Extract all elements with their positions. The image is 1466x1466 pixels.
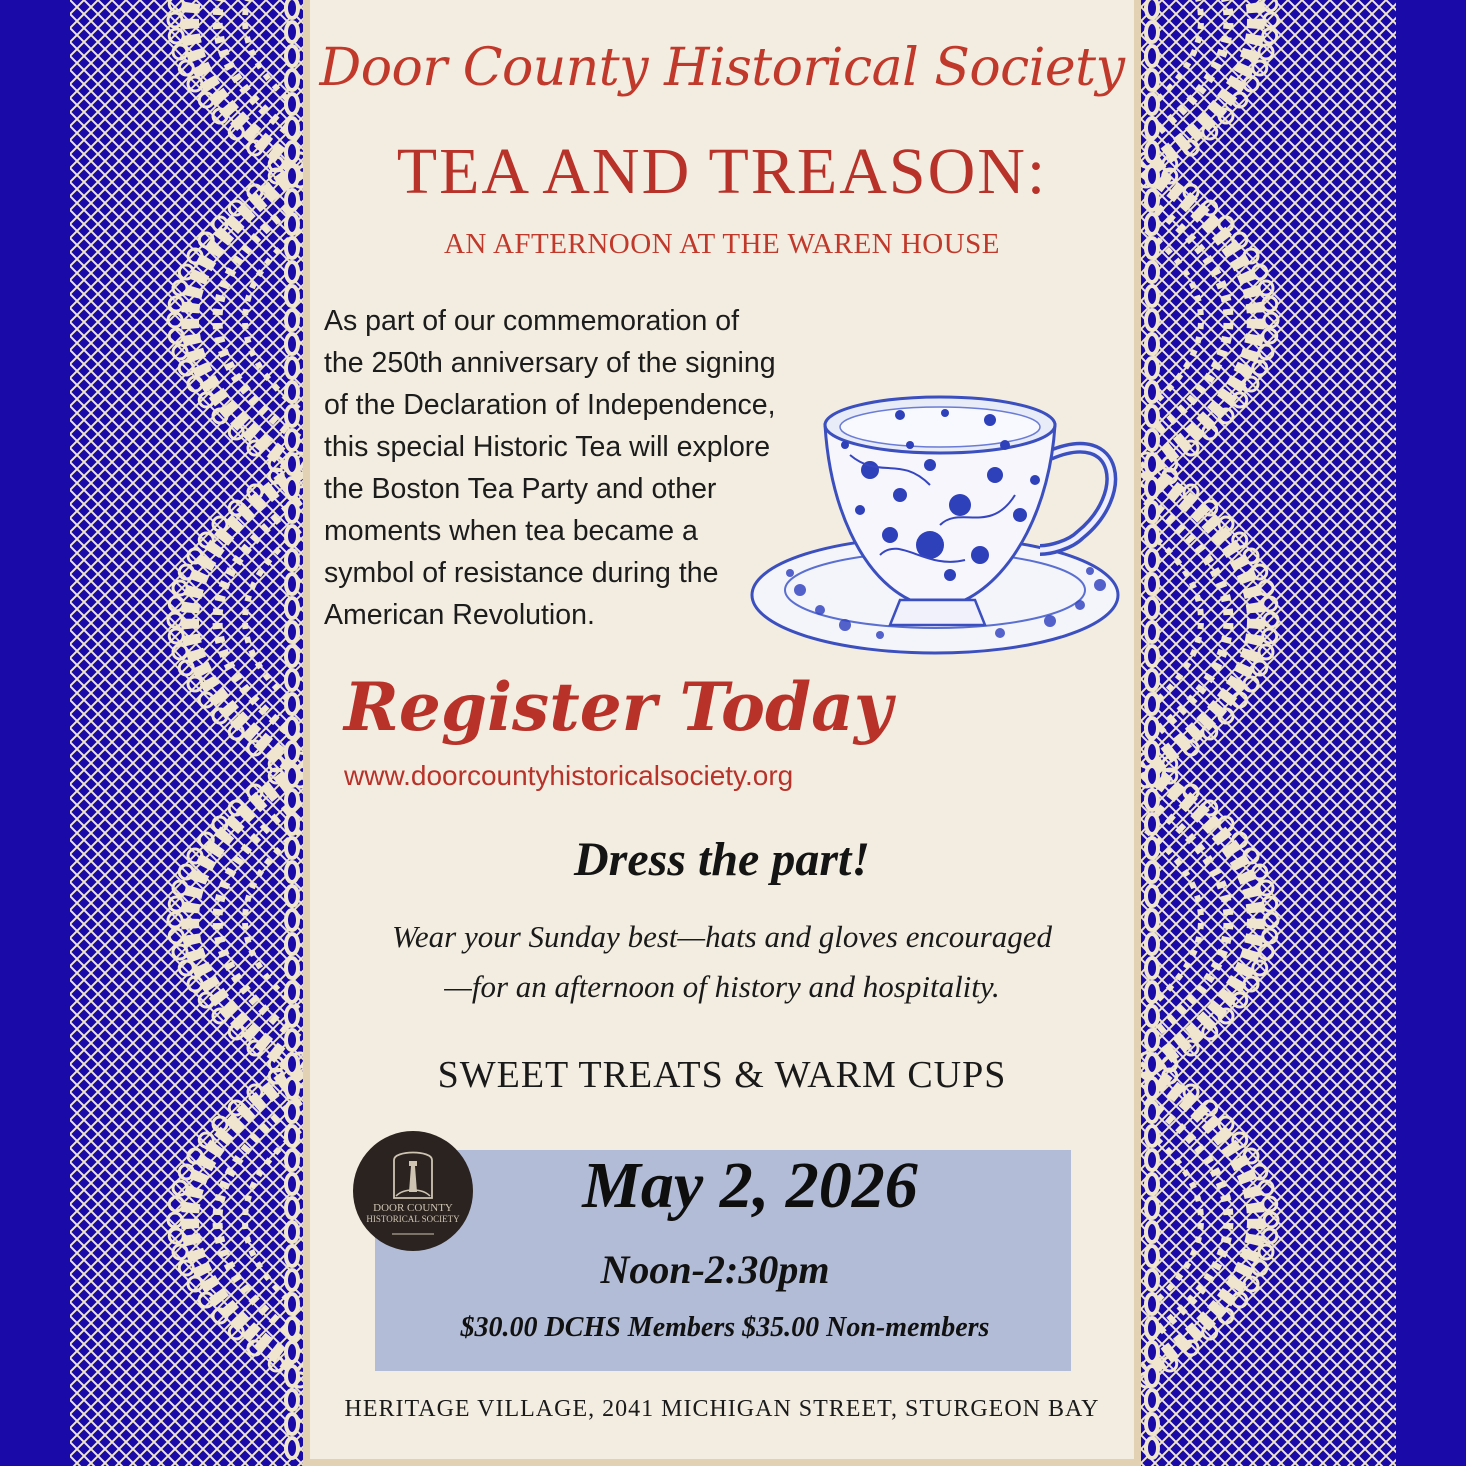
intro-line: American Revolution. <box>324 599 595 631</box>
logo-line-2: HISTORICAL SOCIETY <box>366 1214 460 1224</box>
content-card <box>303 0 1141 1466</box>
intro-line: moments when tea became a <box>324 515 698 547</box>
dress-line-1: Wear your Sunday best—hats and gloves encouraged <box>391 919 1053 954</box>
event-title: TEA AND TREASON: <box>396 135 1048 208</box>
event-date: May 2, 2026 <box>582 1149 918 1222</box>
event-time: Noon-2:30pm <box>600 1247 830 1292</box>
intro-line: symbol of resistance during the <box>324 557 719 589</box>
event-subtitle: AN AFTERNOON AT THE WAREN HOUSE <box>443 228 1001 260</box>
intro-line: of the Declaration of Independence, <box>324 389 776 421</box>
website-link[interactable]: www.doorcountyhistoricalsociety.org <box>344 760 794 791</box>
event-price: $30.00 DCHS Members $35.00 Non-members <box>460 1312 990 1343</box>
treats-line: SWEET TREATS & WARM CUPS <box>437 1054 1007 1096</box>
dress-description <box>310 912 1134 1012</box>
intro-line: the 250th anniversary of the signing <box>324 347 776 379</box>
intro-line: As part of our commemoration of <box>324 305 740 337</box>
teacup-illustration <box>750 385 1150 665</box>
logo-line-1: DOOR COUNTY <box>373 1202 453 1214</box>
organization-name: Door County Historical Society <box>319 38 1125 98</box>
dress-heading: Dress the part! <box>573 833 871 886</box>
society-logo <box>352 1130 474 1252</box>
venue-address: HERITAGE VILLAGE, 2041 MICHIGAN STREET, STURGEON BAY <box>344 1396 1100 1422</box>
register-heading: Register Today <box>344 668 893 746</box>
intro-line: the Boston Tea Party and other <box>324 473 717 505</box>
logo-text <box>352 1203 474 1225</box>
intro-line: this special Historic Tea will explore <box>324 431 771 463</box>
dress-line-2: —for an afternoon of history and hospitality. <box>444 969 1000 1004</box>
lighthouse-logo-icon <box>352 1130 474 1252</box>
